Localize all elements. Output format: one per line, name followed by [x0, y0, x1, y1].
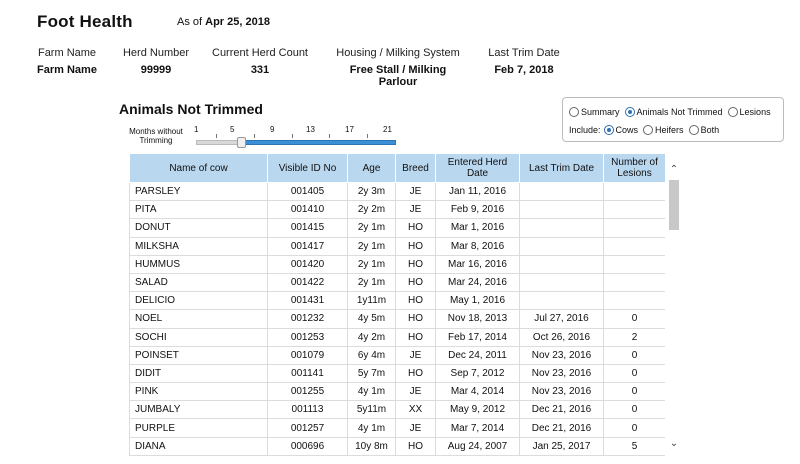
table-cell: Nov 23, 2016 — [520, 364, 604, 382]
include-option-heifers[interactable] — [643, 125, 684, 135]
table-cell — [520, 255, 604, 273]
table-cell: JE — [396, 183, 436, 201]
table-cell: Mar 24, 2016 — [436, 273, 520, 291]
herd-count-info — [212, 47, 308, 76]
include-options — [569, 125, 724, 135]
radio-icon[interactable] — [728, 107, 738, 117]
table-cell: Dec 21, 2016 — [520, 419, 604, 437]
table-cell — [604, 201, 666, 219]
table-cell: HO — [396, 219, 436, 237]
table-cell: 4y 2m — [348, 328, 396, 346]
column-header[interactable]: Number of Lesions — [604, 154, 666, 183]
table-cell: JE — [396, 201, 436, 219]
table-row[interactable] — [130, 237, 666, 255]
table-cell: Aug 24, 2007 — [436, 437, 520, 455]
table-cell: DONUT — [130, 219, 268, 237]
table-scrollbar[interactable] — [667, 153, 681, 457]
last-trim-value: Feb 7, 2018 — [494, 64, 554, 76]
column-header[interactable]: Entered Herd Date — [436, 154, 520, 183]
herd-count-label: Current Herd Count — [212, 47, 308, 59]
herd-count-value: 331 — [250, 64, 270, 76]
slider-tick-label: 9 — [270, 125, 275, 134]
view-option-summary[interactable] — [569, 107, 620, 117]
table-cell: 10y 8m — [348, 437, 396, 455]
slider-tick-mark — [329, 134, 330, 138]
table-cell: 2y 1m — [348, 237, 396, 255]
column-header[interactable]: Breed — [396, 154, 436, 183]
slider-tick-label: 1 — [194, 125, 199, 134]
table-cell: Mar 4, 2014 — [436, 383, 520, 401]
radio-selected-icon[interactable] — [625, 107, 635, 117]
farm-name-label: Farm Name — [37, 47, 97, 59]
slider-label-line1: Months without — [129, 127, 183, 136]
table-cell: JUMBALY — [130, 401, 268, 419]
table-cell: SALAD — [130, 273, 268, 291]
table-cell — [520, 219, 604, 237]
section-title: Animals Not Trimmed — [119, 101, 263, 117]
column-header[interactable]: Age — [348, 154, 396, 183]
table-cell: 0 — [604, 364, 666, 382]
table-header-row — [130, 154, 666, 183]
table-cell: JE — [396, 419, 436, 437]
table-cell: Nov 23, 2016 — [520, 346, 604, 364]
table-row[interactable] — [130, 419, 666, 437]
table-cell — [604, 255, 666, 273]
filter-options-panel — [562, 97, 784, 142]
table-cell: 001431 — [268, 292, 348, 310]
farm-name-info — [36, 47, 98, 76]
table-cell — [520, 292, 604, 310]
table-cell: 000696 — [268, 437, 348, 455]
as-of-prefix: As of — [177, 16, 206, 28]
table-cell: JE — [396, 346, 436, 364]
table-row[interactable] — [130, 219, 666, 237]
table-cell: HO — [396, 273, 436, 291]
table-row[interactable] — [130, 201, 666, 219]
table-row[interactable] — [130, 401, 666, 419]
view-option-lesions-label: Lesions — [739, 107, 771, 117]
view-options — [569, 107, 776, 117]
table-cell: HO — [396, 437, 436, 455]
table-cell: Jan 25, 2017 — [520, 437, 604, 455]
table-cell: 2 — [604, 328, 666, 346]
include-option-both-label: Both — [700, 125, 720, 135]
table-cell: Feb 17, 2014 — [436, 328, 520, 346]
table-cell — [520, 237, 604, 255]
table-body — [130, 183, 666, 456]
farm-name-value: Farm Name — [37, 64, 97, 76]
view-option-lesions[interactable] — [728, 107, 771, 117]
table-cell: Nov 23, 2016 — [520, 383, 604, 401]
table-cell: DIDIT — [130, 364, 268, 382]
table-cell: 001113 — [268, 401, 348, 419]
table-cell: 001420 — [268, 255, 348, 273]
table-cell: 5y 7m — [348, 364, 396, 382]
slider-tick-label: 5 — [230, 125, 235, 134]
housing-value: Free Stall / Milking Parlour — [349, 64, 447, 88]
last-trim-label: Last Trim Date — [488, 47, 560, 59]
table-cell: PARSLEY — [130, 183, 268, 201]
table-cell — [604, 273, 666, 291]
table-cell: POINSET — [130, 346, 268, 364]
table-cell: 4y 1m — [348, 419, 396, 437]
table-cell: 001257 — [268, 419, 348, 437]
chevron-up-icon[interactable]: ⌃ — [669, 164, 679, 175]
table-cell: 2y 3m — [348, 183, 396, 201]
view-option-animals-not-trimmed[interactable] — [625, 107, 723, 117]
table-cell: DELICIO — [130, 292, 268, 310]
table-cell: PURPLE — [130, 419, 268, 437]
table-cell: Dec 24, 2011 — [436, 346, 520, 364]
table-cell: 001079 — [268, 346, 348, 364]
slider-handle[interactable] — [237, 137, 246, 148]
herd-number-label: Herd Number — [122, 47, 190, 59]
table-row[interactable] — [130, 346, 666, 364]
table-cell: 2y 1m — [348, 273, 396, 291]
table-cell: Mar 16, 2016 — [436, 255, 520, 273]
include-option-cows-label: Cows — [615, 125, 639, 135]
table-cell: 2y 2m — [348, 201, 396, 219]
last-trim-info — [484, 47, 564, 76]
table-cell: 001255 — [268, 383, 348, 401]
table-row[interactable] — [130, 292, 666, 310]
table-cell: XX — [396, 401, 436, 419]
table-cell: HO — [396, 237, 436, 255]
table-cell: HO — [396, 255, 436, 273]
herd-number-value: 99999 — [140, 64, 172, 76]
table-cell: 5y11m — [348, 401, 396, 419]
table-row[interactable] — [130, 273, 666, 291]
table-cell: HO — [396, 292, 436, 310]
housing-info — [330, 47, 466, 88]
page-title: Foot Health — [37, 12, 133, 31]
scroll-thumb[interactable] — [669, 180, 679, 230]
table-row[interactable] — [130, 328, 666, 346]
radio-icon[interactable] — [569, 107, 579, 117]
table-cell: 0 — [604, 310, 666, 328]
table-cell: May 1, 2016 — [436, 292, 520, 310]
radio-icon[interactable] — [689, 125, 699, 135]
table-cell: Jul 27, 2016 — [520, 310, 604, 328]
table-row[interactable] — [130, 255, 666, 273]
table-cell: Mar 7, 2014 — [436, 419, 520, 437]
slider-tick-mark — [254, 134, 255, 138]
table-cell — [520, 273, 604, 291]
table-cell — [520, 183, 604, 201]
table-cell: HO — [396, 328, 436, 346]
table-cell — [604, 183, 666, 201]
column-header[interactable]: Last Trim Date — [520, 154, 604, 183]
table-cell: 2y 1m — [348, 255, 396, 273]
table-cell: 5 — [604, 437, 666, 455]
table-cell: 0 — [604, 419, 666, 437]
column-header[interactable]: Visible ID No — [268, 154, 348, 183]
animals-table-container — [129, 153, 665, 457]
table-cell — [604, 292, 666, 310]
table-cell — [520, 201, 604, 219]
as-of-value: Apr 25, 2018 — [205, 16, 270, 28]
table-cell: May 9, 2012 — [436, 401, 520, 419]
table-cell: MILKSHA — [130, 237, 268, 255]
include-option-both[interactable] — [689, 125, 720, 135]
table-cell: HO — [396, 364, 436, 382]
slider-tick-label: 13 — [306, 125, 315, 134]
housing-label: Housing / Milking System — [336, 47, 460, 59]
table-cell — [604, 237, 666, 255]
table-row[interactable] — [130, 183, 666, 201]
table-cell: 6y 4m — [348, 346, 396, 364]
table-row[interactable] — [130, 310, 666, 328]
chevron-down-icon[interactable]: ⌄ — [669, 438, 679, 449]
radio-selected-icon[interactable] — [604, 125, 614, 135]
slider-label — [124, 127, 188, 145]
slider-track-active[interactable] — [242, 140, 396, 145]
table-cell: SOCHI — [130, 328, 268, 346]
table-cell: 001232 — [268, 310, 348, 328]
slider-track-inactive[interactable] — [196, 140, 242, 145]
table-cell: Dec 21, 2016 — [520, 401, 604, 419]
table-cell: PINK — [130, 383, 268, 401]
table-cell: Mar 8, 2016 — [436, 237, 520, 255]
table-cell: 001405 — [268, 183, 348, 201]
table-cell: 001417 — [268, 237, 348, 255]
table-cell: HO — [396, 310, 436, 328]
table-cell: Oct 26, 2016 — [520, 328, 604, 346]
table-cell: 4y 5m — [348, 310, 396, 328]
table-cell: Sep 7, 2012 — [436, 364, 520, 382]
table-cell: Feb 9, 2016 — [436, 201, 520, 219]
table-cell: JE — [396, 383, 436, 401]
table-cell: NOEL — [130, 310, 268, 328]
include-label: Include: — [569, 125, 601, 135]
slider-tick-label: 17 — [345, 125, 354, 134]
table-cell: 0 — [604, 383, 666, 401]
view-option-summary-label: Summary — [581, 107, 620, 117]
table-cell: PITA — [130, 201, 268, 219]
table-row[interactable] — [130, 437, 666, 455]
table-cell: Nov 18, 2013 — [436, 310, 520, 328]
slider-tick-mark — [367, 134, 368, 138]
table-row[interactable] — [130, 383, 666, 401]
table-cell: 0 — [604, 346, 666, 364]
table-cell: HUMMUS — [130, 255, 268, 273]
include-option-cows[interactable] — [604, 125, 639, 135]
table-row[interactable] — [130, 364, 666, 382]
table-cell: 001253 — [268, 328, 348, 346]
as-of-date — [177, 16, 270, 28]
table-cell: 001415 — [268, 219, 348, 237]
table-cell: 4y 1m — [348, 383, 396, 401]
table-cell: DIANA — [130, 437, 268, 455]
animals-table — [129, 153, 665, 456]
table-cell: Jan 11, 2016 — [436, 183, 520, 201]
table-cell: 001141 — [268, 364, 348, 382]
column-header[interactable]: Name of cow — [130, 154, 268, 183]
table-cell: 2y 1m — [348, 219, 396, 237]
table-cell: Mar 1, 2016 — [436, 219, 520, 237]
slider-tick-mark — [292, 134, 293, 138]
radio-icon[interactable] — [643, 125, 653, 135]
table-cell: 1y11m — [348, 292, 396, 310]
table-cell: 0 — [604, 401, 666, 419]
table-cell — [604, 219, 666, 237]
herd-number-info — [120, 47, 192, 76]
table-cell: 001410 — [268, 201, 348, 219]
view-option-animals-not-trimmed-label: Animals Not Trimmed — [636, 107, 723, 117]
table-cell: 001422 — [268, 273, 348, 291]
slider-tick-label: 21 — [383, 125, 392, 134]
slider-label-line2: Trimming — [139, 136, 173, 145]
slider-tick-mark — [216, 134, 217, 138]
include-option-heifers-label: Heifers — [655, 125, 684, 135]
